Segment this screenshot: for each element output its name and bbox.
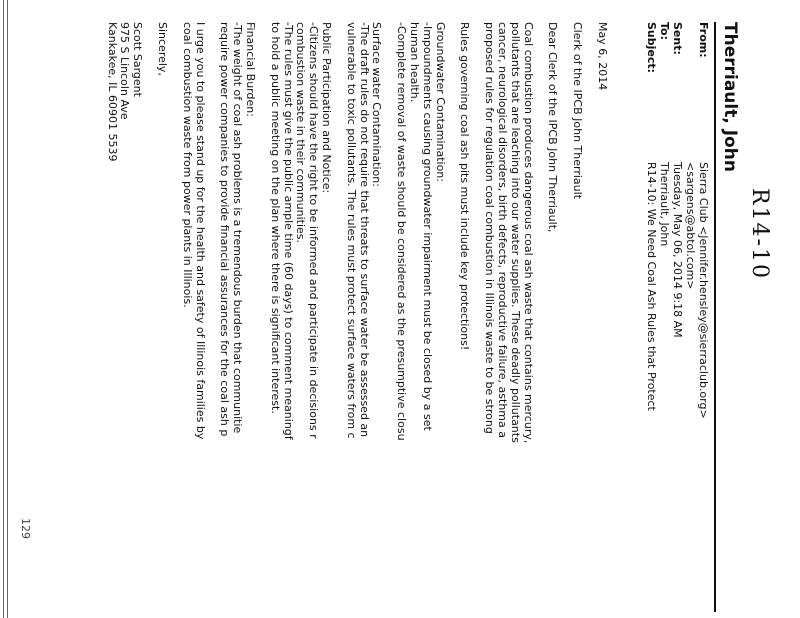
header-value: Sierra Club <Jennifer.hensley@sierraclub.org> <sargens@abtol.com> xyxy=(684,162,710,419)
letter-recipient: Clerk of the IPCB John Therriault xyxy=(571,22,585,200)
header-row-from xyxy=(684,22,710,618)
docket-number: R14-10 xyxy=(747,188,772,280)
letter-salutation: Dear Clerk of the IPCB John Therriault, xyxy=(546,22,560,233)
page-number: 129 xyxy=(19,518,32,539)
header-value: Tuesday, May 06, 2014 9:18 AM xyxy=(671,162,684,338)
paragraph-urge: I urge you to please stand up for the health and safety of Illinois families by coal combustion waste from power plants in Illinois. xyxy=(180,22,207,440)
header-row-to xyxy=(658,22,671,618)
letter-closing: Sincerely, xyxy=(156,22,170,76)
paragraph-financial-burden: Financial Burden: -The weight of coal ash problems is a tremendous burden that communitie require power companies to provide financial assurances for the coal ash p xyxy=(218,22,258,437)
header-divider xyxy=(714,22,716,612)
paragraph-groundwater: Groundwater Contamination: -Impoundments causing groundwater impairment must be closed by a set human health. -Complete removal of waste should be considered as the presumptive closu xyxy=(395,22,447,441)
paragraph-intro: Coal combustion produces dangerous coal ash waste that contains mercury, pollutants that are leaching into our water supplies. These deadly pollutants cancer, neurological disorders, birth defects, reproductive failure, asthma a proposed rules for regulation coal combustion in Illinois waste to be strong xyxy=(483,22,535,444)
header-row-subject xyxy=(645,22,658,618)
header-label: Subject: xyxy=(645,22,658,74)
paragraph-public-participation: Public Participation and Notice: -Citizens should have the right to be informed and participate in decisions r combustion waste in their communities. -The rules must give the public ample time (60 days) to comment meaningf to hold a public meeting on the plan where there is significant interest. xyxy=(268,22,334,440)
paragraph-key-protections: Rules governing coal ash pits must include key protections! xyxy=(458,22,472,351)
email-header xyxy=(645,22,710,618)
header-label: To: xyxy=(658,22,671,40)
signature-block: Scott Sargent 975 S Lincoln Ave Kankakee, IL 60901 5539 xyxy=(105,22,145,162)
letter-body xyxy=(105,22,608,618)
header-label: From: xyxy=(697,22,710,58)
scan-edge-line xyxy=(7,0,8,618)
header-row-sent xyxy=(671,22,684,618)
letter-date: May 6, 2014 xyxy=(596,22,609,91)
header-value: R14-10: We Need Coal Ash Rules that Protect xyxy=(645,162,658,411)
scan-edge-line xyxy=(3,0,4,618)
header-label: Sent: xyxy=(671,22,684,55)
sender-name: Therriault, John xyxy=(720,22,740,172)
paragraph-surface-water: Surface water Contamination: -The draft rules do not require that threats to surface water be assessed an vulnerable to toxic pollutants. The rules must protect surface waters from c xyxy=(344,22,384,439)
header-value: Therriault, John xyxy=(658,162,671,247)
